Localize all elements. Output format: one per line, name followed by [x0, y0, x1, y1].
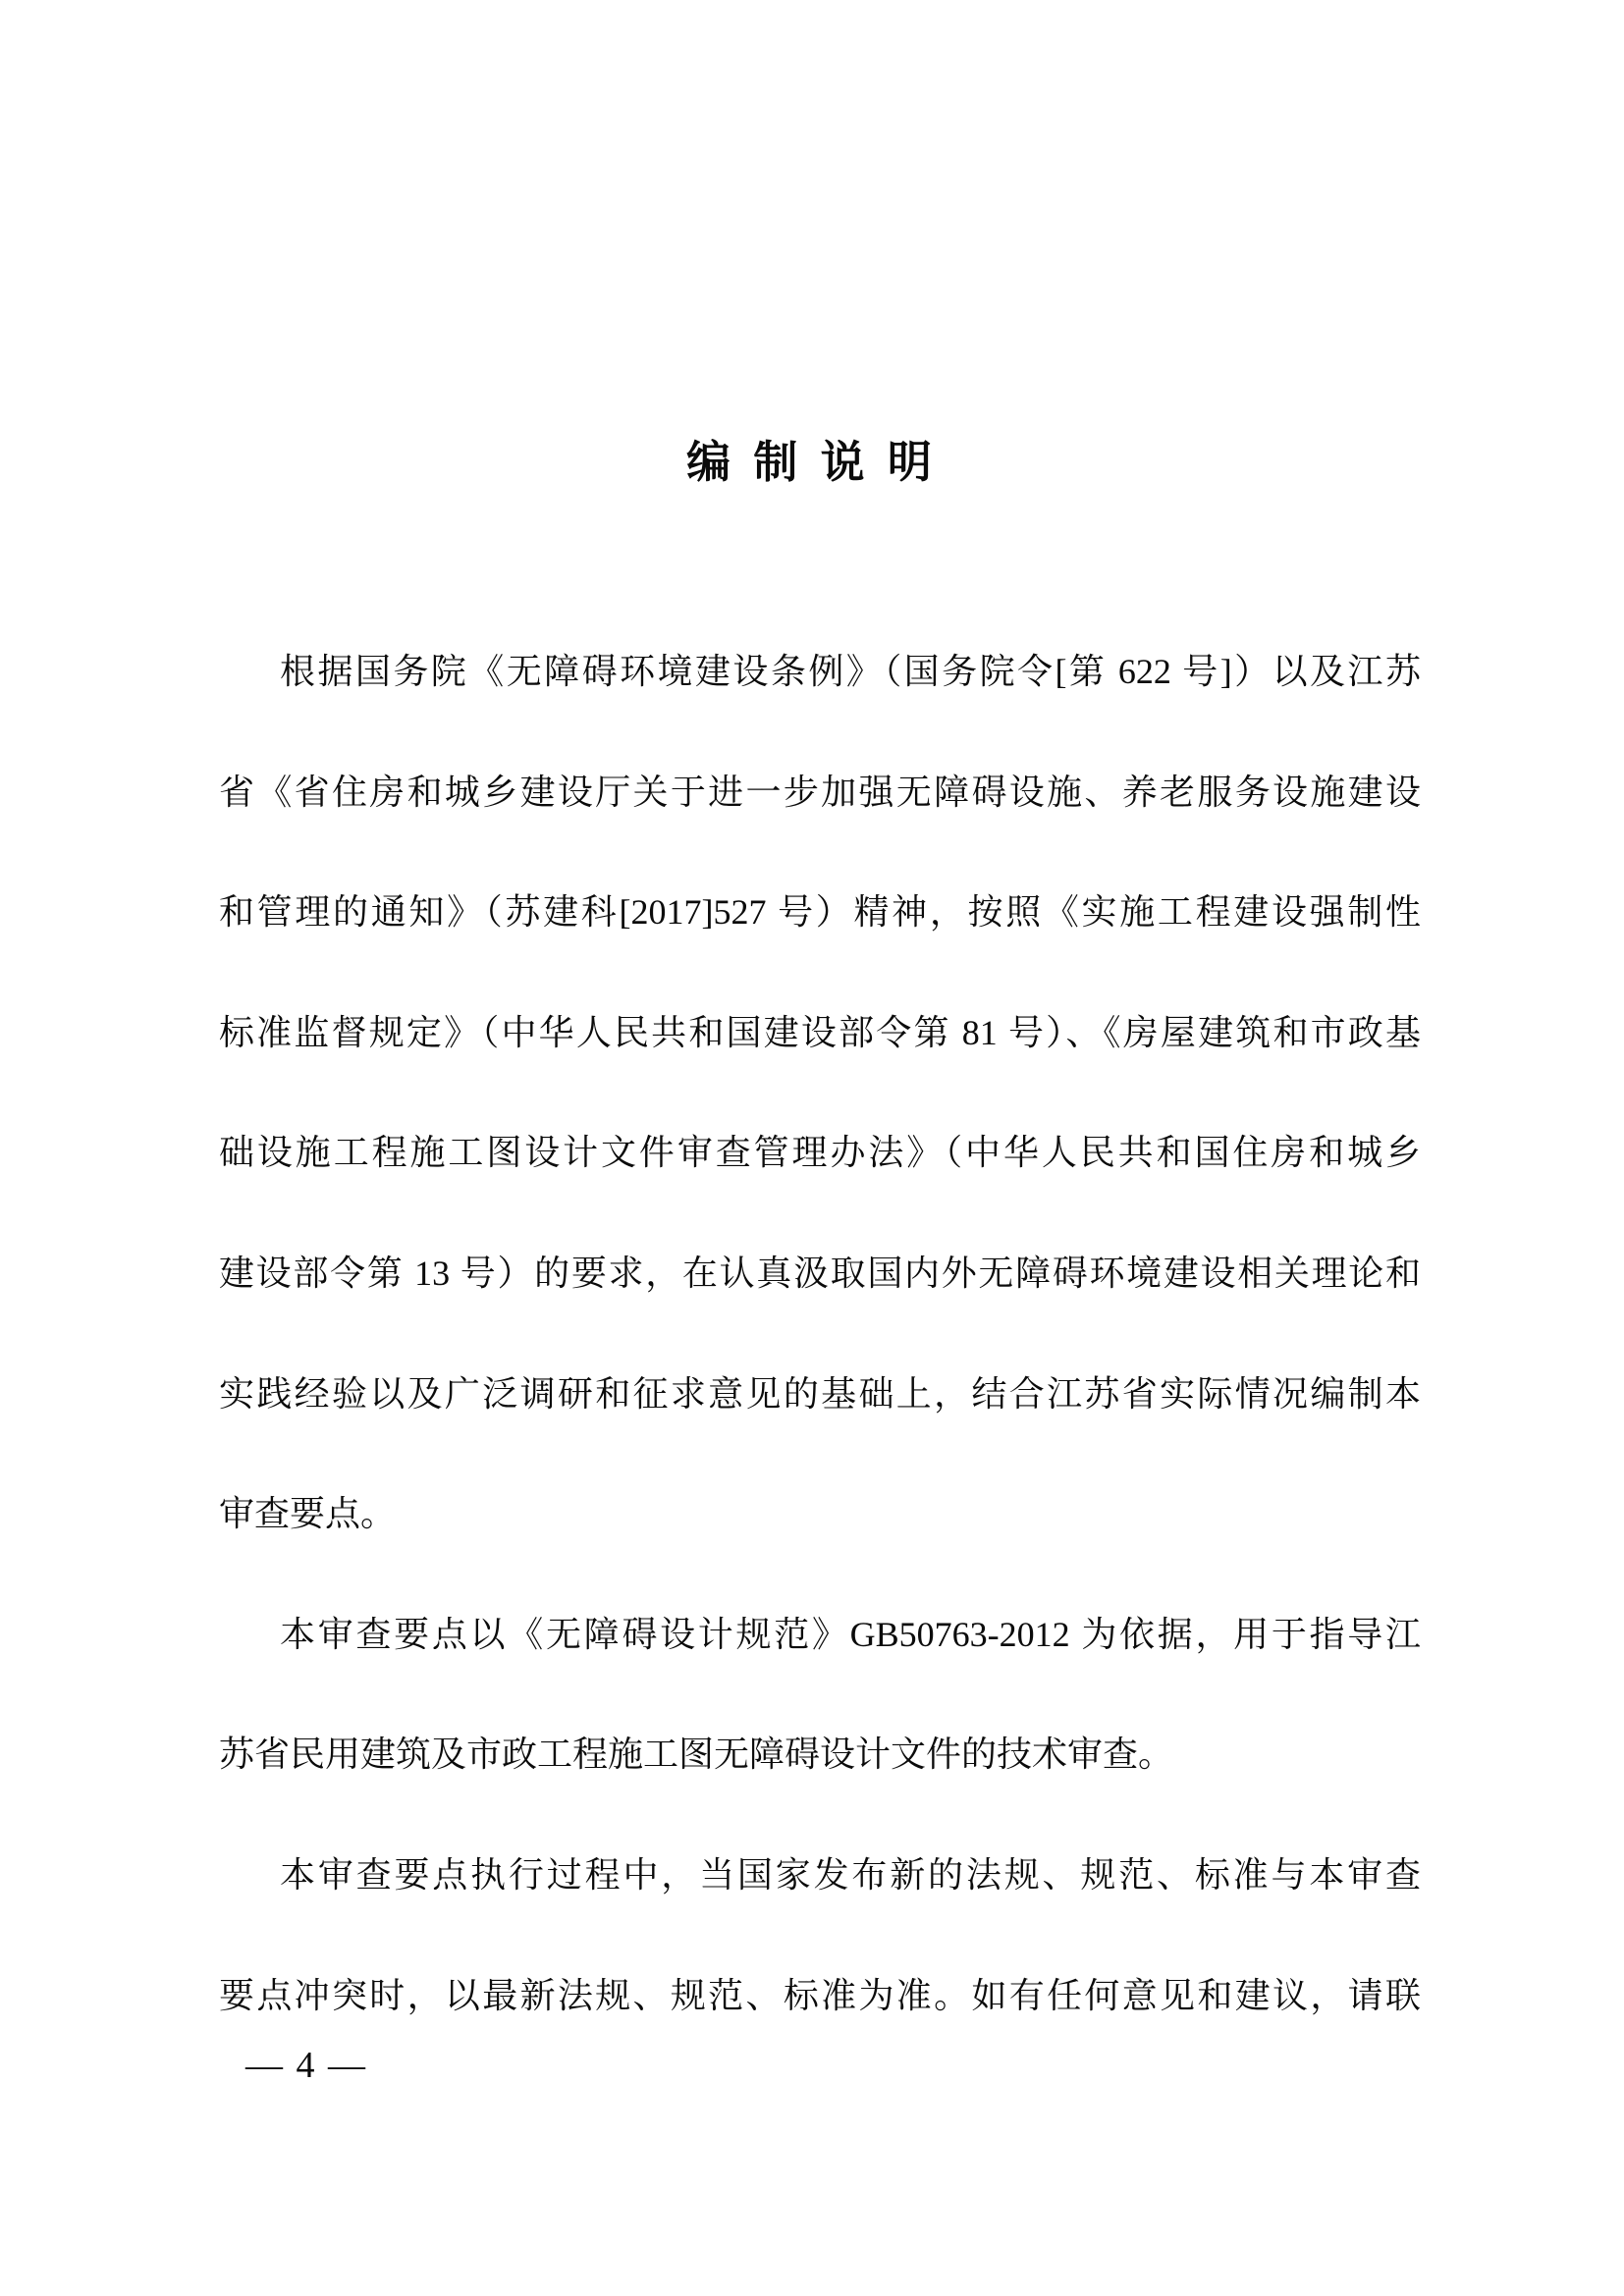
- body-line-9: 本审查要点以《无障碍设计规范》GB50763-2012 为依据，用于指导江: [280, 1614, 1421, 1654]
- body-line-2: 省《省住房和城乡建设厅关于进一步加强无障碍设施、养老服务设施建设: [219, 772, 1421, 812]
- body-line-8: 审查要点。: [219, 1494, 397, 1534]
- body-line-5: 础设施工程施工图设计文件审查管理办法》（中华人民共和国住房和城乡: [219, 1133, 1421, 1173]
- body-line-6: 建设部令第 13 号）的要求，在认真汲取国内外无障碍环境建设相关理论和: [219, 1253, 1421, 1293]
- body-line-10: 苏省民用建筑及市政工程施工图无障碍设计文件的技术审查。: [219, 1735, 1174, 1775]
- body-line-3: 和管理的通知》（苏建科[2017]527 号）精神，按照《实施工程建设强制性: [219, 892, 1421, 933]
- document-body: [219, 612, 1421, 2056]
- body-line-1: 根据国务院《无障碍环境建设条例》（国务院令[第 622 号]）以及江苏: [280, 652, 1421, 691]
- page-title: 编 制 说 明: [686, 438, 938, 487]
- body-line-11: 本审查要点执行过程中，当国家发布新的法规、规范、标准与本审查: [280, 1854, 1421, 1895]
- body-line-4: 标准监督规定》（中华人民共和国建设部令第 81 号）、《房屋建筑和市政基: [219, 1012, 1421, 1052]
- body-line-7: 实践经验以及广泛调研和征求意见的基础上，结合江苏省实际情况编制本: [219, 1373, 1421, 1414]
- page-number: — 4 —: [245, 2045, 367, 2086]
- body-line-12: 要点冲突时，以最新法规、规范、标准为准。如有任何意见和建议，请联: [219, 1975, 1421, 2015]
